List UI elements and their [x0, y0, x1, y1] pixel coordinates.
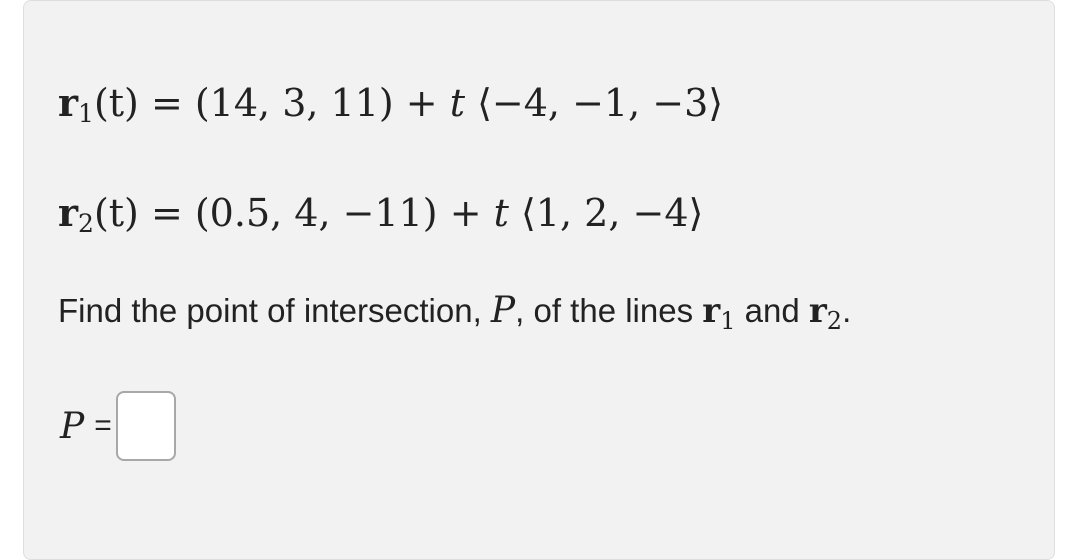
- question-r2-subscript: 2: [826, 307, 843, 335]
- question-r1-name: r: [702, 291, 721, 331]
- question-and: and: [735, 292, 809, 329]
- question-prefix: Find the point of intersection,: [58, 292, 491, 329]
- equation-r1: [58, 80, 724, 128]
- equation-r1-direction: ⟨−4, −1, −3⟩: [465, 81, 724, 125]
- vector-r1-name: r: [58, 80, 79, 125]
- answer-input-box[interactable]: [116, 391, 176, 461]
- answer-label: P: [60, 405, 85, 447]
- question-point-symbol: P: [490, 290, 516, 331]
- question-r1-subscript: 1: [720, 307, 736, 335]
- question-middle: , of the lines: [515, 292, 703, 329]
- equation-r2: [58, 190, 704, 238]
- vector-r2-name: r: [58, 190, 79, 235]
- equation-r1-param: t: [449, 81, 465, 125]
- equation-r2-direction: ⟨1, 2, −4⟩: [508, 191, 704, 235]
- vector-r1-subscript: 1: [78, 99, 94, 128]
- question-r2-name: r: [808, 291, 827, 331]
- vector-r2-subscript: 2: [78, 209, 94, 238]
- answer-equals-sign: =: [94, 409, 112, 442]
- equation-r2-param: t: [493, 191, 509, 235]
- equation-r2-point: (t) = (0.5, 4, −11) +: [93, 191, 494, 235]
- equation-r1-point: (t) = (14, 3, 11) +: [93, 81, 450, 125]
- question-text: [58, 290, 852, 335]
- answer-row: [60, 390, 176, 462]
- question-end: .: [842, 292, 852, 329]
